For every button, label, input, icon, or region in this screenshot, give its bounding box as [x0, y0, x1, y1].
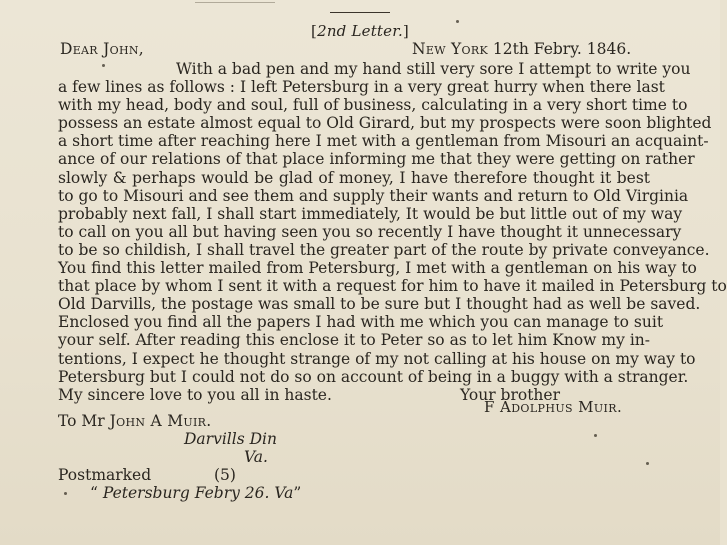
body-line: Old Darvills, the postage was small to be sure but I thought had as well be saved. — [58, 295, 701, 314]
heading-text: 2nd Letter. — [317, 22, 403, 40]
ink-speck — [646, 462, 649, 465]
body-line: to go to Misouri and see them and supply their wants and return to Old Virginia — [58, 186, 689, 205]
body-line-closing: My sincere love to you all in haste. Your brother — [58, 385, 560, 404]
top-edge-rule — [195, 0, 275, 3]
body-line: You find this letter mailed from Petersburg, I met with a gentleman on his way to — [58, 259, 697, 278]
body-line: to be so childish, I shall travel the greater part of the route by private conveyance. — [58, 240, 710, 259]
separator-rule — [330, 12, 390, 13]
body-line: a few lines as follows : I left Petersburg in a very great hurry when there last — [58, 78, 665, 97]
postmark-text — [90, 484, 301, 502]
address-town: Darvills Din — [184, 430, 277, 448]
body-line: slowly & perhaps would be glad of money, I have therefore thought it best — [58, 168, 650, 187]
letter-heading — [0, 22, 720, 40]
postmarked-row — [58, 466, 236, 484]
body-line: ance of our relations of that place informing me that they were getting on rather — [58, 150, 695, 169]
salutation: Dear John, — [60, 40, 144, 58]
heading-bracket-close: ] — [402, 22, 409, 40]
body-line: Petersburg but I could not do so on account of being in a buggy with a stranger. — [58, 367, 689, 386]
dateline — [412, 40, 631, 58]
body-line: that place by whom I sent it with a request for him to have it mailed in Petersburg to — [58, 277, 727, 296]
address-recipient — [58, 412, 211, 430]
signature: F Adolphus Muir. — [484, 398, 623, 416]
address-state: Va. — [244, 448, 268, 466]
ink-speck — [594, 434, 597, 437]
postmark-quote-open: “ — [90, 484, 103, 502]
postmarked-number: (5) — [214, 466, 236, 484]
dateline-date — [493, 40, 631, 58]
body-line: probably next fall, I shall start immediately, It would be but little out of my way — [58, 204, 683, 223]
postmark-place: Petersburg Febry 26. Va — [102, 484, 294, 502]
body-line: Enclosed you find all the papers I had with me which you can manage to suit — [58, 313, 664, 332]
letter-body — [58, 60, 727, 404]
postmarked-label: Postmarked — [58, 466, 152, 484]
ink-speck — [102, 64, 105, 67]
dateline-place: New York — [412, 40, 488, 58]
heading-bracket-open: [ — [311, 22, 318, 40]
body-line: with my head, body and soul, full of business, calculating in a very short time to — [58, 96, 688, 115]
body-line: a short time after reaching here I met with a gentleman from Misouri an acquaint- — [58, 132, 709, 151]
body-line: possess an estate almost equal to Old Girard, but my prospects were soon blighted — [58, 114, 712, 133]
ink-speck — [64, 492, 67, 495]
postmark-quote-close: ” — [293, 484, 302, 502]
address-name: John A Muir. — [109, 412, 212, 430]
body-line: tentions, I expect he thought strange of my not calling at his house on my way to — [58, 349, 696, 368]
ink-speck — [456, 20, 459, 23]
body-line: With a bad pen and my hand still very sore I attempt to write you — [176, 60, 691, 78]
address-prefix: To Mr — [58, 412, 105, 430]
body-line: your self. After reading this enclose it to Peter so as to let him Know my in- — [58, 331, 650, 350]
dateline-date-text: 12th Febry. 1846. — [492, 40, 632, 58]
body-line: to call on you all but having seen you so recently I have thought it unnecessary — [58, 222, 682, 241]
